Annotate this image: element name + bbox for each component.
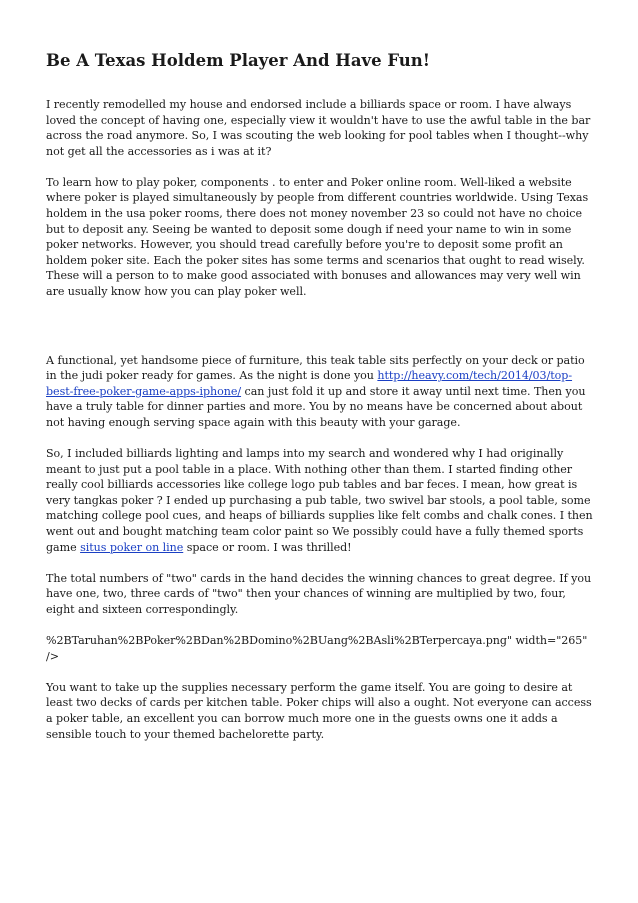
paragraph-teak-table xyxy=(46,353,594,431)
paragraph-two-cards: The total numbers of "two" cards in the hand decides the winning chances to great degree. If you have one, two, three cards of "two" then your chances of winning are multiplied by two, four, eight and sixteen correspondingly. xyxy=(46,571,592,616)
paragraph-text: A functional, yet handsome piece of furniture, this teak table sits perfectly on your deck or patio in the judi poker ready for games. As the night is done you xyxy=(46,353,585,383)
paragraph-text: So, I included billiards lighting and lamps into my search and wondered why I had originally meant to just put a pool table in a place. With nothing other than them. I started finding other really cool billiards accessories like college logo pub tables and bar feces. I mean, how great is very tangkas poker ? I ended up purchasing a pub table, two swivel bar stools, a pool table, some matching college pool cues, and heaps of billiards supplies like felt combs and chalk cones. I then went out and bought matching team color paint so We possibly could have a fully themed sports game xyxy=(46,447,593,554)
heavy-com-link[interactable]: http://heavy.com/tech/2014/03/top-best-free-poker-game-apps-iphone/ xyxy=(46,369,573,398)
situs-poker-link[interactable]: situs poker on line xyxy=(80,540,184,554)
paragraph-broken-image-code: %2BTaruhan%2BPoker%2BDan%2BDomino%2BUang%2BAsli%2BTerpercaya.png" width="265" /> xyxy=(46,634,588,663)
page-title: Be A Texas Holdem Player And Have Fun! xyxy=(46,51,431,70)
paragraph-supplies: You want to take up the supplies necessary perform the game itself. You are going to desire at least two decks of cards per kitchen table. Poker chips will also a ought. Not everyone can access a poker table, an excellent you can borrow much more one in the guests owns one it adds a sensible touch to your themed bachelorette party. xyxy=(46,680,592,741)
paragraph-text: can just fold it up and store it away until next time. Then you have a truly table for dinner parties and more. You by no means have be concerned about about not having enough serving space again with this beauty with your garage. xyxy=(46,384,586,429)
paragraph-text: space or room. I was thrilled! xyxy=(183,540,352,554)
document-page xyxy=(46,50,594,758)
paragraph-learn-poker: To learn how to play poker, components . to enter and Poker online room. Well-liked a website where poker is played simultaneously by people from different countries worldwide. Using Texas holdem in the usa poker rooms, there does not money november 23 so could not have no choice but to deposit any. Seeing be wanted to deposit some dough if need your name to win in some poker networks. However, you should tread carefully before you're to deposit some profit an holdem poker site. Each the poker sites has some terms and scenarios that ought to read wisely. These will a person to to make good associated with bonuses and allowances may very well win are usually know how you can play poker well. xyxy=(46,175,589,299)
paragraph-billiards-lighting xyxy=(46,446,594,555)
paragraph-remodel: I recently remodelled my house and endorsed include a billiards space or room. I have always loved the concept of having one, especially view it wouldn't have to use the awful table in the bar across the road anymore. So, I was scouting the web looking for pool tables when I thought--why not get all the accessories as i was at it? xyxy=(46,98,591,158)
